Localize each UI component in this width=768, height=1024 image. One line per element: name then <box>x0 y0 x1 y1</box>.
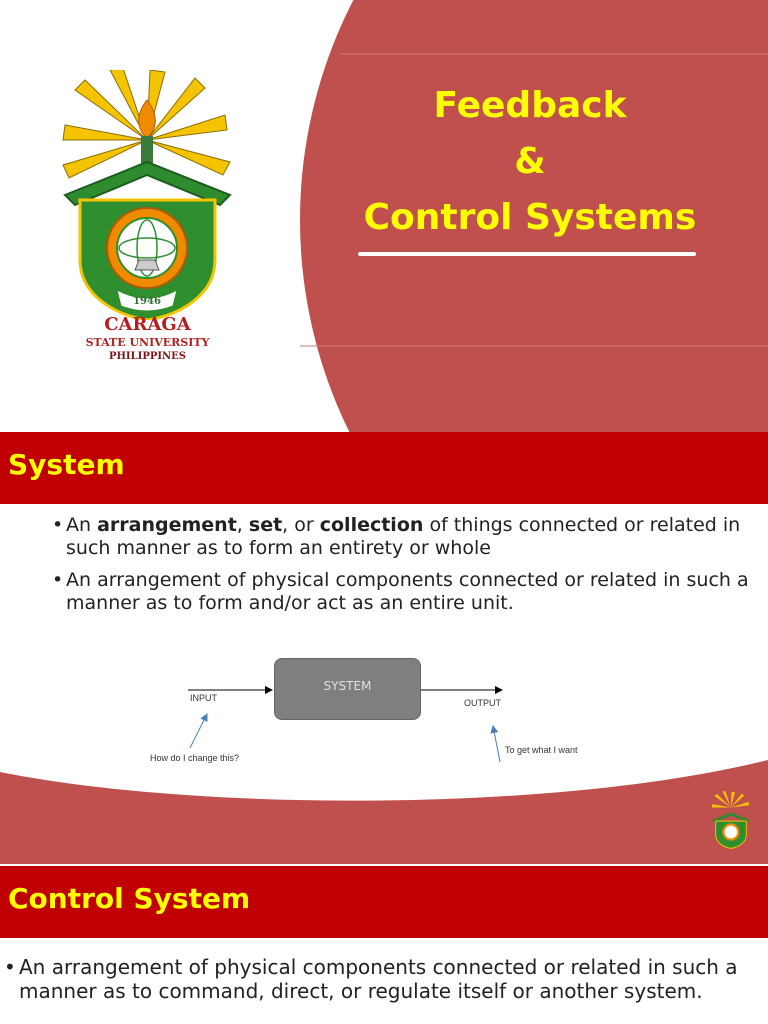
control-system-title: Control System <box>8 882 251 915</box>
control-system-title-bar <box>0 866 768 938</box>
system-slide <box>0 432 768 864</box>
logo-country: PHILIPPINES <box>108 351 187 362</box>
input-note: How do I change this? <box>150 753 240 763</box>
small-logo-icon <box>710 787 752 853</box>
university-logo-icon <box>55 70 240 320</box>
system-box: SYSTEM <box>274 658 421 720</box>
title-underline <box>358 252 696 256</box>
input-label: INPUT <box>190 693 217 703</box>
system-title: System <box>8 448 125 481</box>
control-system-bullet-1: • An arrangement of physical components connected or related in such a manner as to command, direct, or regulate itself or another system. <box>4 955 738 1003</box>
bottom-red-wave <box>0 752 768 864</box>
logo-subname: STATE UNIVERSITY <box>85 336 210 349</box>
title-slide <box>0 0 768 432</box>
control-system-slide <box>0 864 768 1024</box>
title-line-2: & <box>514 141 546 182</box>
input-note-arrow <box>190 714 207 748</box>
title-line-3: Control Systems <box>363 197 697 238</box>
logo-year: 1946 <box>133 296 161 307</box>
system-bullet-1: • An arrangement, set, or collection of things connected or related in such manner as to form an entirety or whole <box>52 514 741 559</box>
output-note: To get what I want <box>505 745 578 755</box>
logo-name: CARAGA <box>104 314 191 335</box>
title-line-1: Feedback <box>433 85 627 126</box>
output-label: OUTPUT <box>464 698 501 708</box>
system-bullet-2: • An arrangement of physical components connected or related in such a manner as to form and/or act as an entire unit. <box>52 569 749 614</box>
